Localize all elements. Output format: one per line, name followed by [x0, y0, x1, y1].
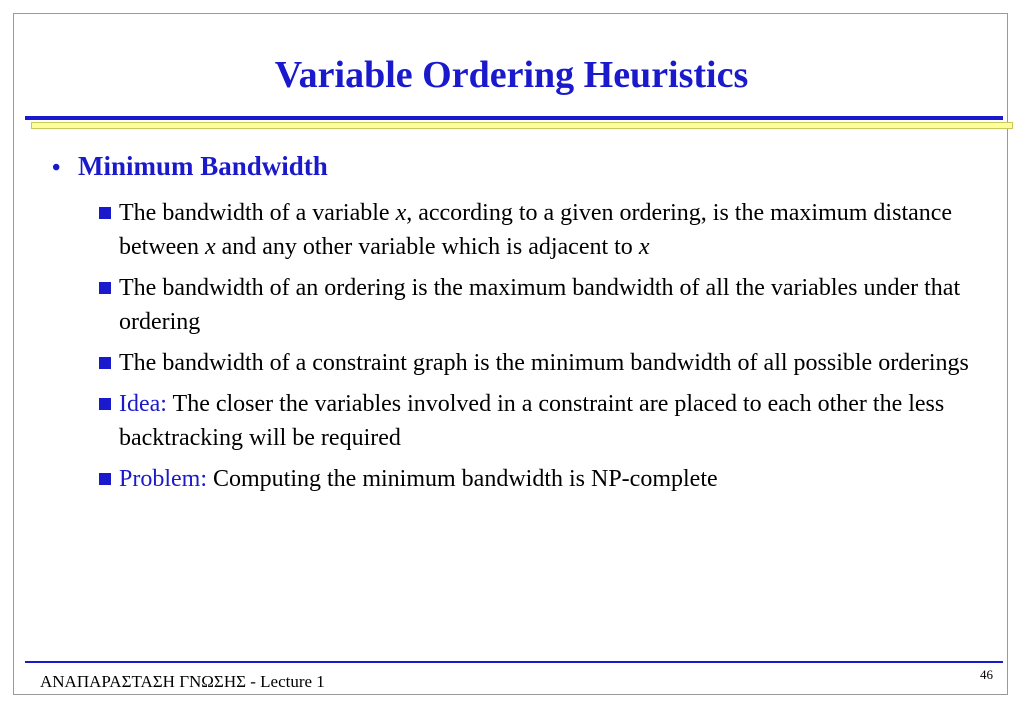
- item-text: The bandwidth of a variable: [119, 200, 396, 226]
- slide-title: Variable Ordering Heuristics: [274, 54, 749, 96]
- bullet-dot-icon: •: [52, 155, 61, 181]
- item-label: Problem:: [119, 466, 207, 492]
- footer-course-label: ΑΝΑΠΑΡΑΣΤΑΣΗ ΓΝΩΣΗΣ - Lecture 1: [40, 672, 325, 691]
- item-text: Computing the minimum bandwidth is NP-complete: [207, 466, 718, 492]
- page-number: 46: [980, 667, 993, 682]
- item-text: The closer the variables involved in a constraint are placed to each other the less backtracking will be required: [119, 391, 945, 451]
- title-highlight-bar: [31, 122, 1013, 129]
- bullet-item: [98, 196, 978, 264]
- bullet-item-idea: [98, 387, 978, 455]
- square-bullet-icon: [99, 282, 111, 294]
- item-label: Idea:: [119, 391, 167, 417]
- square-bullet-icon: [99, 398, 111, 410]
- footer-divider: [25, 661, 1003, 663]
- item-text: and any other variable which is adjacent to: [215, 234, 639, 260]
- bullet-item-problem: [98, 462, 978, 496]
- item-text: The bandwidth of an ordering is the maximum bandwidth of all the variables under that ordering: [119, 275, 961, 335]
- bullet-list: [98, 196, 978, 503]
- item-text: , according to a given ordering, is the maximum distance between: [119, 200, 953, 260]
- bullet-item: [98, 346, 978, 380]
- variable-x: x: [395, 200, 407, 226]
- square-bullet-icon: [99, 207, 111, 219]
- variable-x: x: [204, 234, 216, 260]
- variable-x: x: [638, 234, 650, 260]
- section-heading: [52, 149, 328, 185]
- section-heading-text: Minimum Bandwidth: [78, 151, 328, 181]
- item-text: The bandwidth of a constraint graph is the minimum bandwidth of all possible orderings: [119, 350, 969, 376]
- bullet-item: [98, 271, 978, 339]
- square-bullet-icon: [99, 357, 111, 369]
- title-underline: [25, 116, 1003, 120]
- square-bullet-icon: [99, 473, 111, 485]
